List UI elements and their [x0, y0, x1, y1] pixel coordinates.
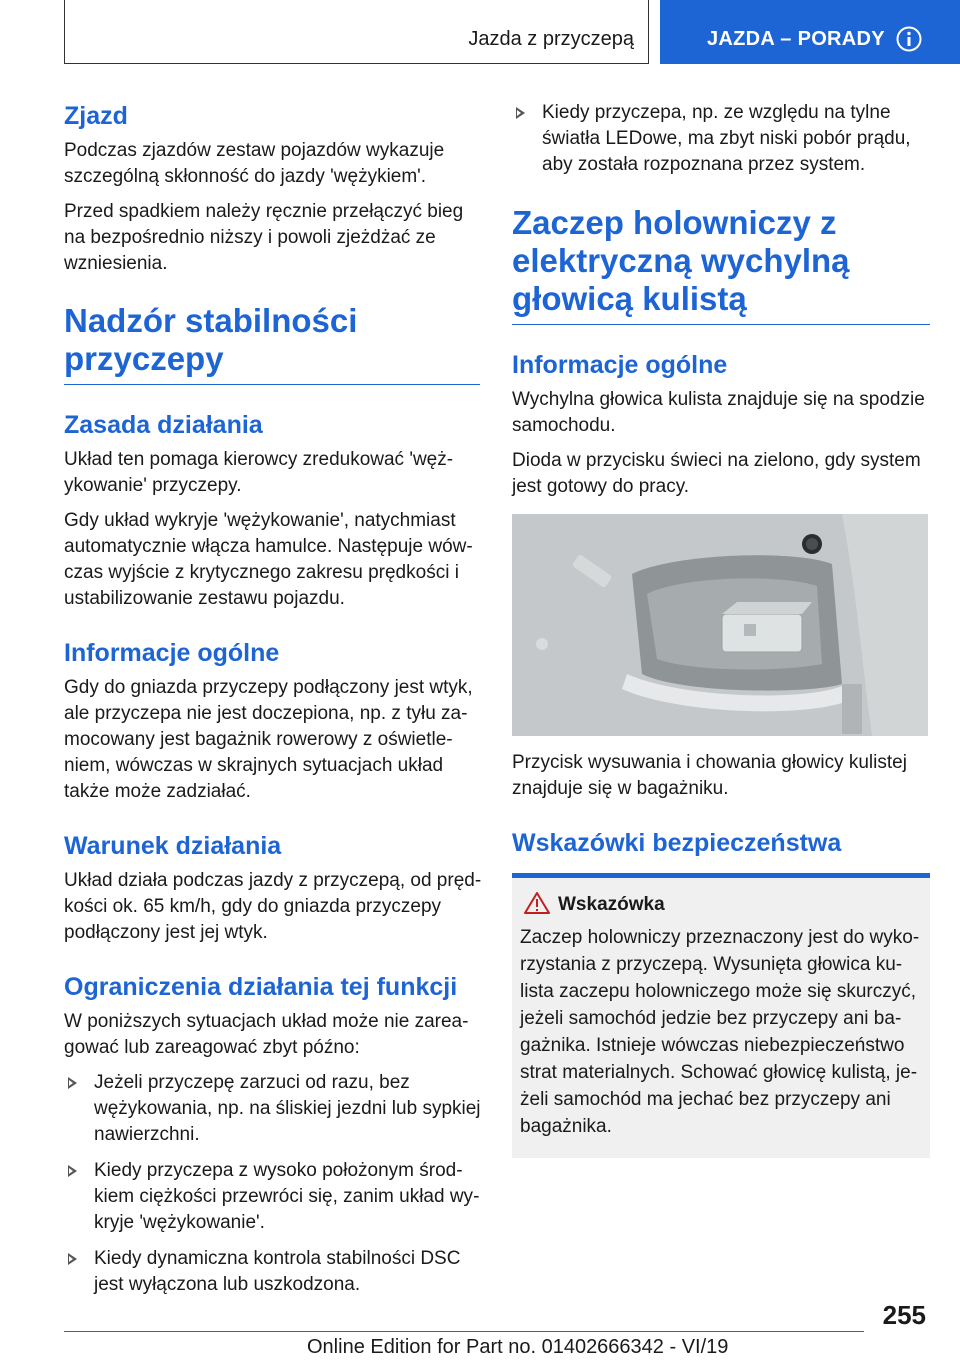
bullet-triangle-icon — [68, 1253, 77, 1265]
warning-title: Wskazówka — [558, 894, 922, 916]
bullet-triangle-icon — [68, 1165, 77, 1177]
chapter-subtitle: Jazda z przyczepą — [468, 28, 634, 50]
footer-divider — [64, 1331, 864, 1332]
trunk-photo — [512, 514, 928, 736]
paragraph: Układ ten pomaga kierowcy zredukować 'wężykowanie' przyczepy. — [64, 449, 454, 496]
heading-safety: Wskazówki bezpieczeństwa — [512, 829, 842, 857]
right-column — [512, 100, 930, 1158]
paragraph: Podczas zjazdów zestaw pojazdów wykazuje szczególną skłonność do jazdy 'wężykiem'. — [64, 140, 445, 187]
page-header — [0, 0, 960, 66]
paragraph: Wychylna głowica kulista znajduje się na spodzie samochodu. — [512, 389, 925, 436]
heading-general-info-2: Informacje ogólne — [512, 351, 728, 379]
paragraph: Gdy układ wykryje 'wężykowanie', natychmiast automatycznie włącza hamulce. Następuje wówczas wyjście z krytycznego zakresu prędkości i ustabilizowanie zestawu pojazdu. — [64, 510, 473, 609]
warning-box — [512, 873, 930, 1158]
section-label: JAZDA – PORADY — [707, 28, 885, 50]
photo-caption: Przycisk wysuwania i chowania głowicy kulistej znajduje się w bagażniku. — [512, 752, 907, 799]
paragraph: Przed spadkiem należy ręcznie przełączyć bieg na bezpośrednio niższy i powoli zjeżdżać ze wzniesienia. — [64, 201, 464, 274]
page-number: 255 — [882, 1300, 926, 1330]
paragraph: Układ działa podczas jazdy z przyczepą, od prędkości ok. 65 km/h, gdy do gniazda przyczepy podłączony jest jej wtyk. — [64, 870, 482, 943]
warning-triangle-icon — [524, 891, 550, 915]
warning-text: Zaczep holowniczy przeznaczony jest do wykorzystania z przyczepą. Wysunięta głowica kulista zaczepu holowniczego może się skurczyć, jeżeli samochód jedzie bez przyczepy ani bagażnika. Istnieje wówczas niebezpieczeństwo strat materialnych. Schować głowicę kulistą, jeżeli samochód ma jechać bez przyczepy ani bagażnika. — [520, 927, 920, 1137]
left-column — [64, 100, 482, 1308]
bullet-triangle-icon — [516, 107, 525, 119]
section-tab — [660, 0, 960, 64]
limits-list-cont — [512, 100, 930, 178]
limits-list — [64, 1070, 482, 1298]
info-icon — [896, 26, 922, 52]
list-item: Kiedy przyczepa z wysoko położonym środkiem ciężkości przewróci się, zanim układ wykryje 'wężykowanie'. — [64, 1158, 482, 1236]
chapter-box — [64, 0, 649, 64]
heading-tow-hitch: Zaczep holowniczy z elektryczną wychylną głowicą kulistą — [512, 204, 930, 325]
bullet-triangle-icon — [68, 1077, 77, 1089]
list-item: Kiedy dynamiczna kontrola stabilności DSC jest wyłączona lub uszkodzona. — [64, 1246, 482, 1298]
list-item: Kiedy przyczepa, np. ze względu na tylne światła LEDowe, ma zbyt niski pobór prądu, aby została rozpoznana przez system. — [512, 100, 930, 178]
paragraph: W poniższych sytuacjach układ może nie zareagować lub zareagować zbyt późno: — [64, 1011, 469, 1058]
paragraph: Dioda w przycisku świeci na zielono, gdy system jest gotowy do pracy. — [512, 450, 921, 497]
edition-note: Online Edition for Part no. 01402666342 - VI/19 — [307, 1336, 729, 1358]
heading-condition: Warunek działania — [64, 832, 282, 860]
heading-limits: Ograniczenia działania tej funkcji — [64, 973, 458, 1001]
list-item: Jeżeli przyczepę zarzuci od razu, bez wężykowania, np. na śliskiej jezdni lub sypkiej nawierzchni. — [64, 1070, 482, 1148]
paragraph: Gdy do gniazda przyczepy podłączony jest wtyk, ale przyczepa nie jest doczepiona, np. z tyłu zamocowany jest bagażnik rowerowy z oświetleniem, wówczas w skrajnych sytuacjach układ także może zadziałać. — [64, 677, 473, 802]
heading-stability: Nadzór stabilności przyczepy — [64, 302, 480, 385]
heading-zjazd: Zjazd — [64, 102, 128, 130]
heading-principle: Zasada działania — [64, 411, 263, 439]
heading-general-info: Informacje ogólne — [64, 639, 280, 667]
